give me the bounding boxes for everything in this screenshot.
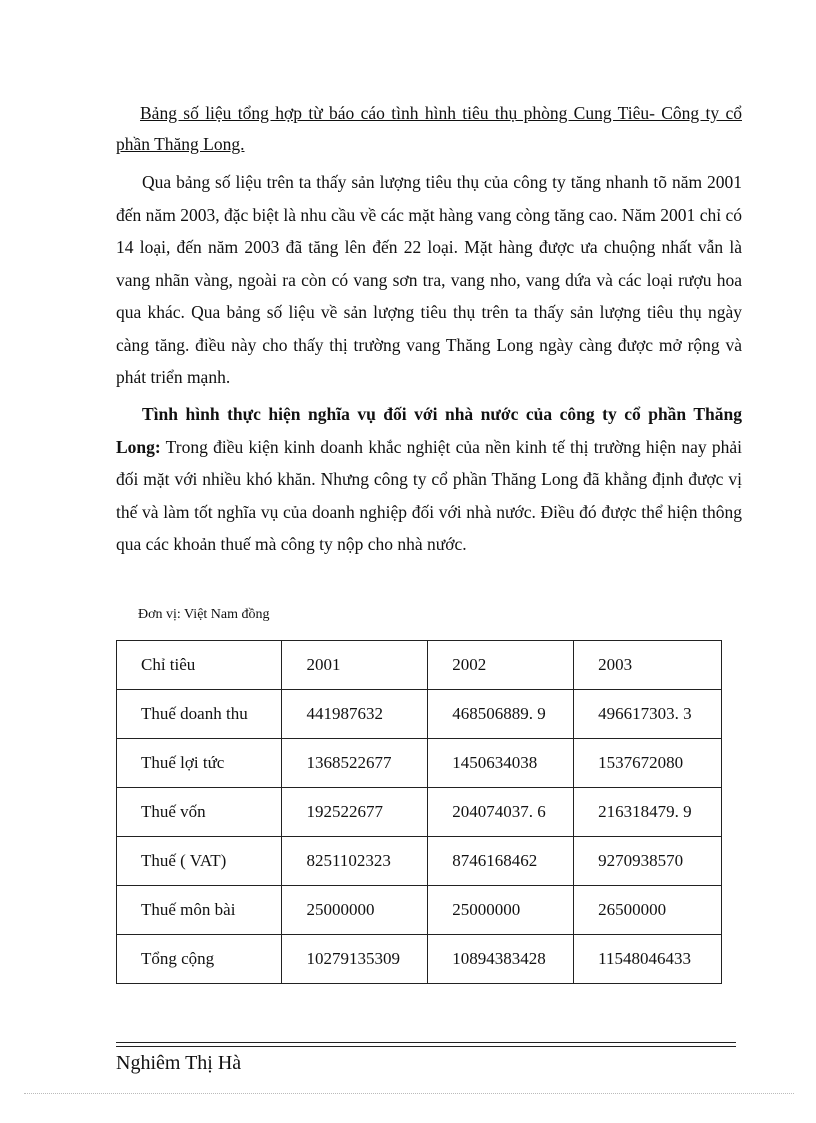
tax-table	[116, 640, 722, 984]
footer-rule-bottom	[116, 1046, 736, 1047]
paragraph-body: Trong điều kiện kinh doanh khắc nghiệt của nền kinh tế thị trường hiện nay phải đối mặt với nhiều khó khăn. Nhưng công ty cổ phần Thăng Long đã khẳng định được vị thế và làm tốt nghĩa vụ của doanh nghiệp đối với nhà nước. Điều đó được thể hiện thông qua các khoản thuế mà công ty nộp cho nhà nước.	[116, 436, 742, 554]
page-bottom-divider	[24, 1093, 794, 1094]
table-cell: 1537672080	[574, 739, 722, 788]
paragraph-sales-analysis: Qua bảng số liệu trên ta thấy sản lượng tiêu thụ của công ty tăng nhanh tõ năm 2001 đến năm 2003, đặc biệt là nhu cầu về các mặt hàng vang còng tăng cao. Năm 2001 chỉ có 14 loại, đến năm 2003 đã tăng lên đến 22 loại. Mặt hàng được ưa chuộng nhất vẫn là vang nhãn vàng, ngoài ra còn có vang sơn tra, vang nho, vang dứa và các loại rượu hoa qua khác. Qua bảng số liệu về sản lượng tiêu thụ trên ta thấy sản lượng tiêu thụ ngày càng tăng. điều này cho thấy thị trường vang Thăng Long ngày càng được mở rộng và phát triển mạnh.	[116, 172, 742, 387]
table-cell: 26500000	[574, 886, 722, 935]
header-cell: 2002	[428, 641, 574, 690]
table-cell: 8251102323	[282, 837, 428, 886]
unit-label: Đơn vị: Việt Nam đồng	[138, 607, 270, 622]
table-cell: 468506889. 9	[428, 690, 574, 739]
table-cell: 1368522677	[282, 739, 428, 788]
header-cell: 2003	[574, 641, 722, 690]
table-cell: 204074037. 6	[428, 788, 574, 837]
header-cell: 2001	[282, 641, 428, 690]
table-row	[117, 788, 722, 837]
footer-author: Nghiêm Thị Hà	[116, 1052, 242, 1074]
table-cell: 8746168462	[428, 837, 574, 886]
table-cell: 9270938570	[574, 837, 722, 886]
table-cell: 1450634038	[428, 739, 574, 788]
table-cell: 25000000	[428, 886, 574, 935]
table-cell: 216318479. 9	[574, 788, 722, 837]
table-cell: 10894383428	[428, 935, 574, 984]
row-label: Thuế lợi tức	[117, 739, 282, 788]
row-label: Thuế ( VAT)	[117, 837, 282, 886]
table-row	[117, 739, 722, 788]
row-label: Thuế vốn	[117, 788, 282, 837]
table-cell: 192522677	[282, 788, 428, 837]
row-label: Tổng cộng	[117, 935, 282, 984]
table-row	[117, 837, 722, 886]
table-cell: 11548046433	[574, 935, 722, 984]
table-cell: 25000000	[282, 886, 428, 935]
paragraph-bold-lead: Tình hình thực hiện nghĩa vụ đối với nhà nước của công ty cổ phần Thăng Long:	[116, 404, 742, 457]
table-row	[117, 886, 722, 935]
table-cell: 441987632	[282, 690, 428, 739]
table-source-note: Bảng số liệu tổng hợp từ báo cáo tình hình tiêu thụ phòng Cung Tiêu- Công ty cổ phần Thăng Long.	[116, 103, 742, 154]
row-label: Thuế doanh thu	[117, 690, 282, 739]
row-label: Thuế môn bài	[117, 886, 282, 935]
table-header-row	[117, 641, 722, 690]
paragraph-tax-obligation	[116, 398, 742, 561]
table-total-row	[117, 935, 722, 984]
header-cell: Chỉ tiêu	[117, 641, 282, 690]
table-cell: 496617303. 3	[574, 690, 722, 739]
table-cell: 10279135309	[282, 935, 428, 984]
footer-rule-top	[116, 1042, 736, 1043]
table-row	[117, 690, 722, 739]
